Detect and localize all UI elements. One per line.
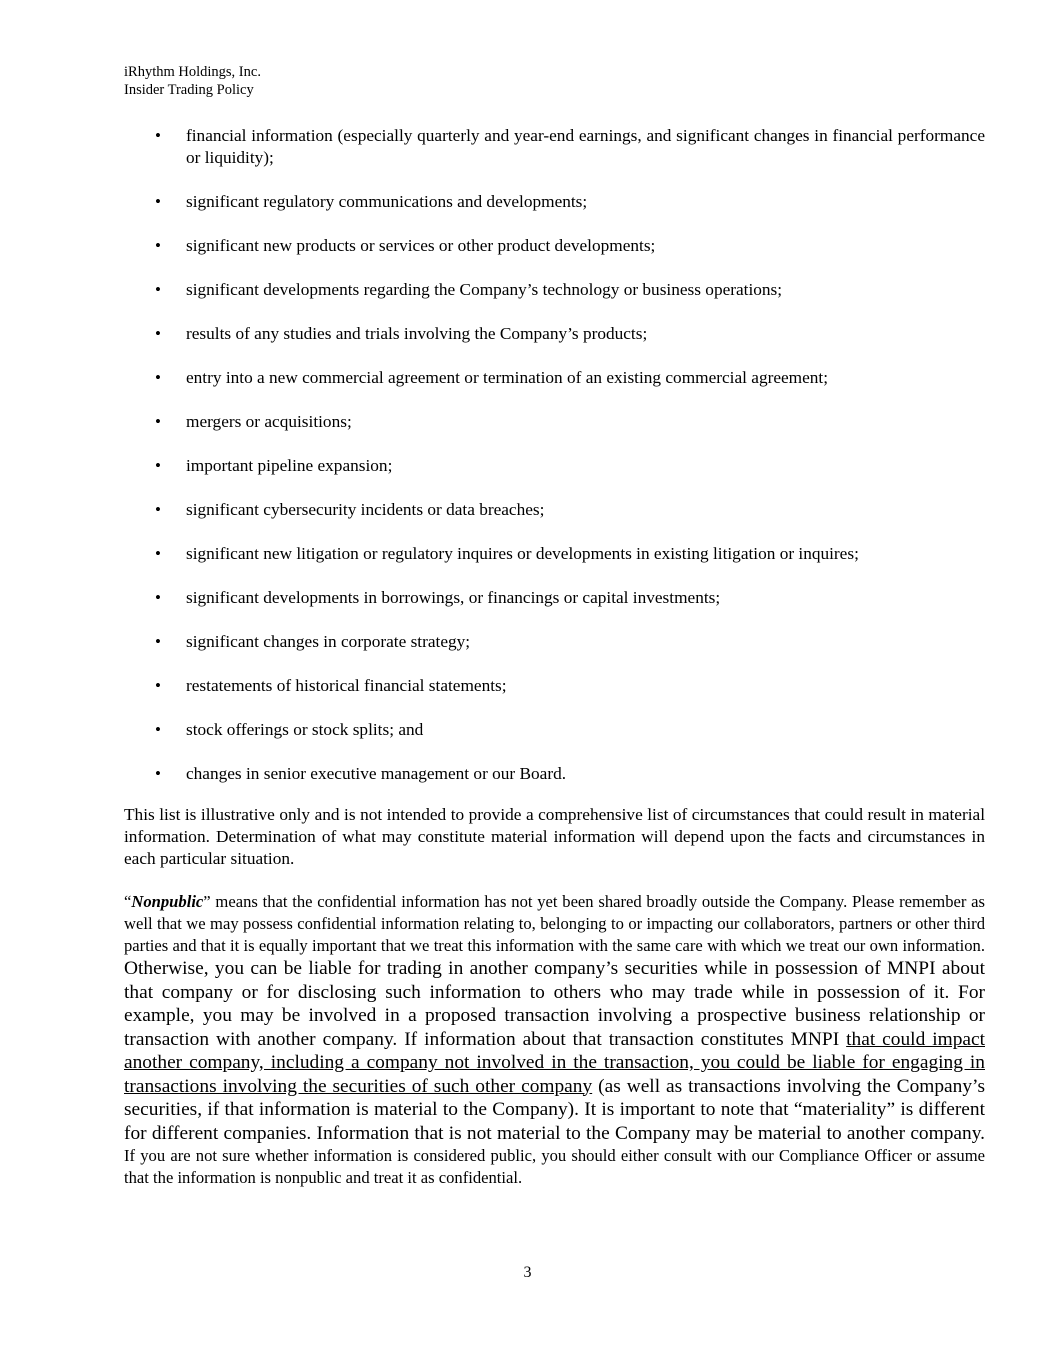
- bullet-icon: •: [155, 676, 161, 695]
- bullet-icon: •: [155, 544, 161, 563]
- list-item: • significant new litigation or regulatory inquires or developments in existing litigation or inquires;: [155, 544, 859, 563]
- nonpublic-definition-paragraph: “Nonpublic” means that the confidential information has not yet been shared broadly outside the Company. Please remember as well that we may possess confidential information relating to, belonging to or impacting our collaborators, partners or other third parties and that it is equally important that we treat this information with the same care with which we treat our own information. Otherwise, you can be liable for trading in another company’s securities while in possession of MNPI about that company or for disclosing such information to others who may trade while in possession of it. For example, you may be involved in a proposed transaction involving a prospective business relationship or transaction with another company. If information about that transaction constitutes MNPI that could impact another company, including a company not involved in the transaction, you could be liable for engaging in transactions involving the securities of such other company (as well as transactions involving the Company’s securities, if that information is material to the Company). It is important to note that “materiality” is different for different companies. Information that is not material to the Company may be material to another company. If you are not sure whether information is considered public, you should either consult with our Compliance Officer or assume that the information is nonpublic and treat it as confidential.: [124, 892, 986, 1187]
- illustrative-list-paragraph: This list is illustrative only and is not intended to provide a comprehensive list of circumstances that could result in material information. Determination of what may constitute material information will depend upon the facts and circumstances in each particular situation.: [124, 805, 985, 868]
- list-item: • important pipeline expansion;: [155, 456, 393, 475]
- list-item: • significant developments in borrowings, or financings or capital investments;: [155, 588, 721, 607]
- header-company: iRhythm Holdings, Inc.: [124, 64, 261, 80]
- page-number: 3: [523, 1264, 532, 1281]
- header-document-title: Insider Trading Policy: [124, 82, 254, 98]
- bullet-icon: •: [155, 324, 161, 343]
- list-item: • significant regulatory communications and developments;: [155, 192, 588, 211]
- material-information-list: [124, 125, 985, 807]
- bullet-icon: •: [155, 412, 161, 431]
- bullet-icon: •: [155, 500, 161, 519]
- bullet-icon: •: [155, 236, 161, 255]
- defined-term-nonpublic: Nonpublic: [131, 892, 204, 911]
- bullet-icon: •: [155, 764, 161, 783]
- list-item: • significant new products or services or other product developments;: [155, 236, 656, 255]
- running-header: [124, 63, 261, 99]
- list-item: • significant cybersecurity incidents or data breaches;: [155, 500, 545, 519]
- bullet-icon: •: [155, 126, 161, 145]
- bullet-icon: •: [155, 456, 161, 475]
- list-item: • stock offerings or stock splits; and: [155, 720, 424, 739]
- list-item: • restatements of historical financial statements;: [155, 676, 507, 695]
- list-item: • changes in senior executive management or our Board.: [155, 764, 567, 783]
- list-item: • entry into a new commercial agreement or termination of an existing commercial agreement;: [155, 368, 829, 387]
- bullet-icon: •: [155, 280, 161, 299]
- bullet-icon: •: [155, 192, 161, 211]
- bullet-icon: •: [155, 368, 161, 387]
- bullet-icon: •: [155, 720, 161, 739]
- list-item: • results of any studies and trials involving the Company’s products;: [155, 324, 648, 343]
- list-item: • financial information (especially quarterly and year-end earnings, and significant changes in financial performance or liquidity);: [155, 126, 985, 167]
- list-item: • significant developments regarding the Company’s technology or business operations;: [155, 280, 783, 299]
- bullet-icon: •: [155, 588, 161, 607]
- underlined-passage: that could impact another company, including a company not involved in the transaction, you could be liable for engaging in transactions involving the securities of such other company: [124, 1028, 986, 1097]
- list-item: • significant changes in corporate strategy;: [155, 632, 471, 651]
- bullet-icon: •: [155, 632, 161, 651]
- list-item: • mergers or acquisitions;: [155, 412, 352, 431]
